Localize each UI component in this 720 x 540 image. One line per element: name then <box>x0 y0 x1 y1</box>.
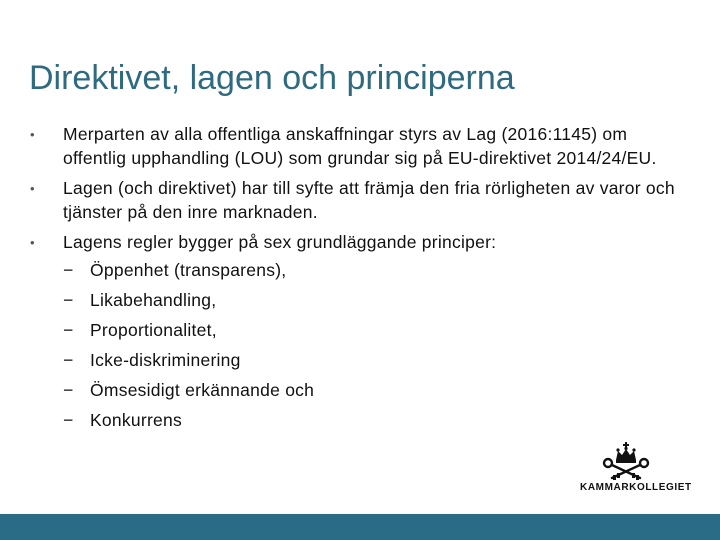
principle-item <box>28 255 678 285</box>
dash-marker: − <box>63 349 74 370</box>
logo-text: KAMMARKOLLEGIET <box>580 482 692 493</box>
dash-marker: − <box>63 379 74 400</box>
bullet-marker: • <box>30 181 35 196</box>
dash-marker: − <box>63 259 74 280</box>
dash-marker: − <box>63 319 74 340</box>
principle-item <box>28 405 678 435</box>
bullet-marker: • <box>30 127 35 142</box>
bullet-item <box>28 123 678 170</box>
dash-marker: − <box>63 409 74 430</box>
principle-item <box>28 345 678 375</box>
slide-title: Direktivet, lagen och principerna <box>29 59 515 97</box>
principle-text: Konkurrens <box>90 409 182 430</box>
principles-list <box>28 255 678 435</box>
principle-text: Likabehandling, <box>90 289 217 310</box>
principle-text: Ömsesidigt erkännande och <box>90 379 315 400</box>
principle-item <box>28 315 678 345</box>
principle-item <box>28 285 678 315</box>
bottom-bar <box>0 514 720 540</box>
principle-item <box>28 375 678 405</box>
bullet-text: Lagen (och direktivet) har till syfte att främja den fria rörligheten av varor och tjänster på den inre marknaden. <box>63 178 675 222</box>
bullet-item <box>28 231 678 255</box>
bullet-text: Merparten av alla offentliga anskaffningar styrs av Lag (2016:1145) om offentlig upphandling (LOU) som grundar sig på EU-direktivet 2014/24/EU. <box>63 124 657 168</box>
principle-text: Öppenhet (transparens), <box>90 259 287 280</box>
bullet-text: Lagens regler bygger på sex grundläggande principer: <box>63 232 497 252</box>
bullet-item <box>28 177 678 224</box>
slide-body <box>28 123 678 435</box>
principle-text: Proportionalitet, <box>90 319 217 340</box>
dash-marker: − <box>63 289 74 310</box>
bullet-marker: • <box>30 235 35 250</box>
principle-text: Icke-diskriminering <box>90 349 241 370</box>
